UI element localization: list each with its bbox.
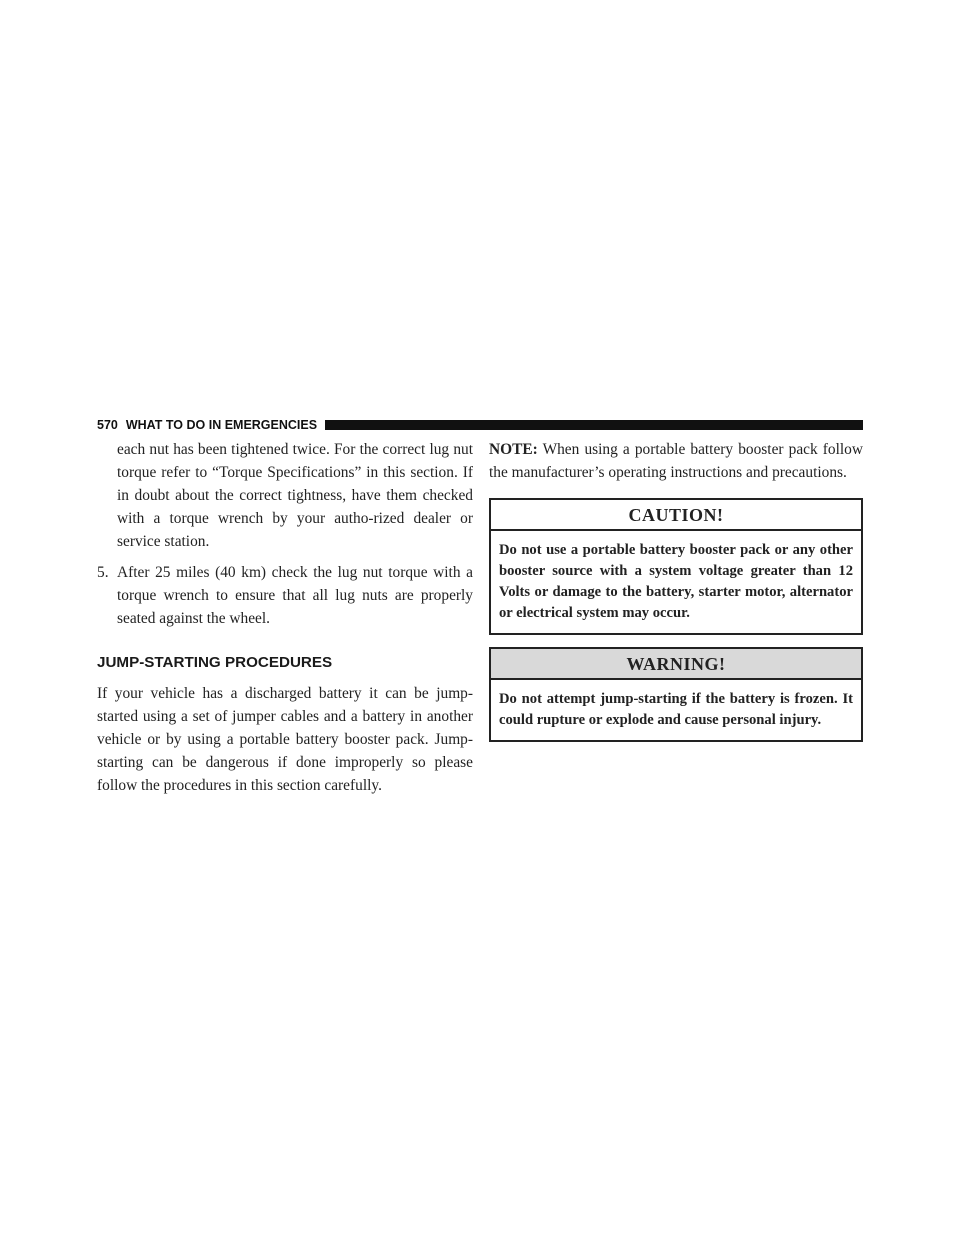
warning-title: WARNING! bbox=[491, 649, 861, 680]
jump-start-paragraph: If your vehicle has a discharged battery it can be jump-started using a set of jumper cables and a battery in another vehicle or by using a portable battery booster pack. Jump-starting can be dangerous if done improperly so please follow the procedures in this section carefully. bbox=[97, 685, 473, 794]
right-column bbox=[489, 438, 863, 742]
caution-box bbox=[489, 498, 863, 635]
warning-text: Do not attempt jump-starting if the battery is frozen. It could rupture or explode and cause personal injury. bbox=[499, 691, 853, 728]
continued-paragraph: each nut has been tightened twice. For the correct lug nut torque refer to “Torque Specifications” in this section. If in doubt about the correct tightness, have them checked with a torque wrench by your autho-rized dealer or service station. bbox=[117, 441, 473, 550]
note-label: NOTE: bbox=[489, 441, 538, 458]
caution-text: Do not use a portable battery booster pack or any other booster source with a system voltage greater than 12 Volts or damage to the battery, starter motor, alternator or electrical system may occur. bbox=[499, 542, 853, 621]
page-header bbox=[97, 418, 863, 432]
note-text: When using a portable battery booster pack follow the manufacturer’s operating instructions and precautions. bbox=[489, 441, 863, 481]
caution-title: CAUTION! bbox=[491, 500, 861, 531]
section-heading: JUMP-STARTING PROCEDURES bbox=[97, 654, 333, 671]
left-column bbox=[97, 438, 473, 797]
header-rule bbox=[325, 420, 863, 430]
list-text: After 25 miles (40 km) check the lug nut torque with a torque wrench to ensure that all lug nuts are properly seated against the wheel. bbox=[117, 564, 473, 627]
warning-box bbox=[489, 647, 863, 742]
list-item bbox=[97, 561, 473, 630]
section-title: WHAT TO DO IN EMERGENCIES bbox=[125, 418, 318, 432]
page-number: 570 bbox=[97, 418, 118, 432]
note-paragraph bbox=[489, 438, 863, 484]
list-number: 5. bbox=[97, 564, 109, 581]
